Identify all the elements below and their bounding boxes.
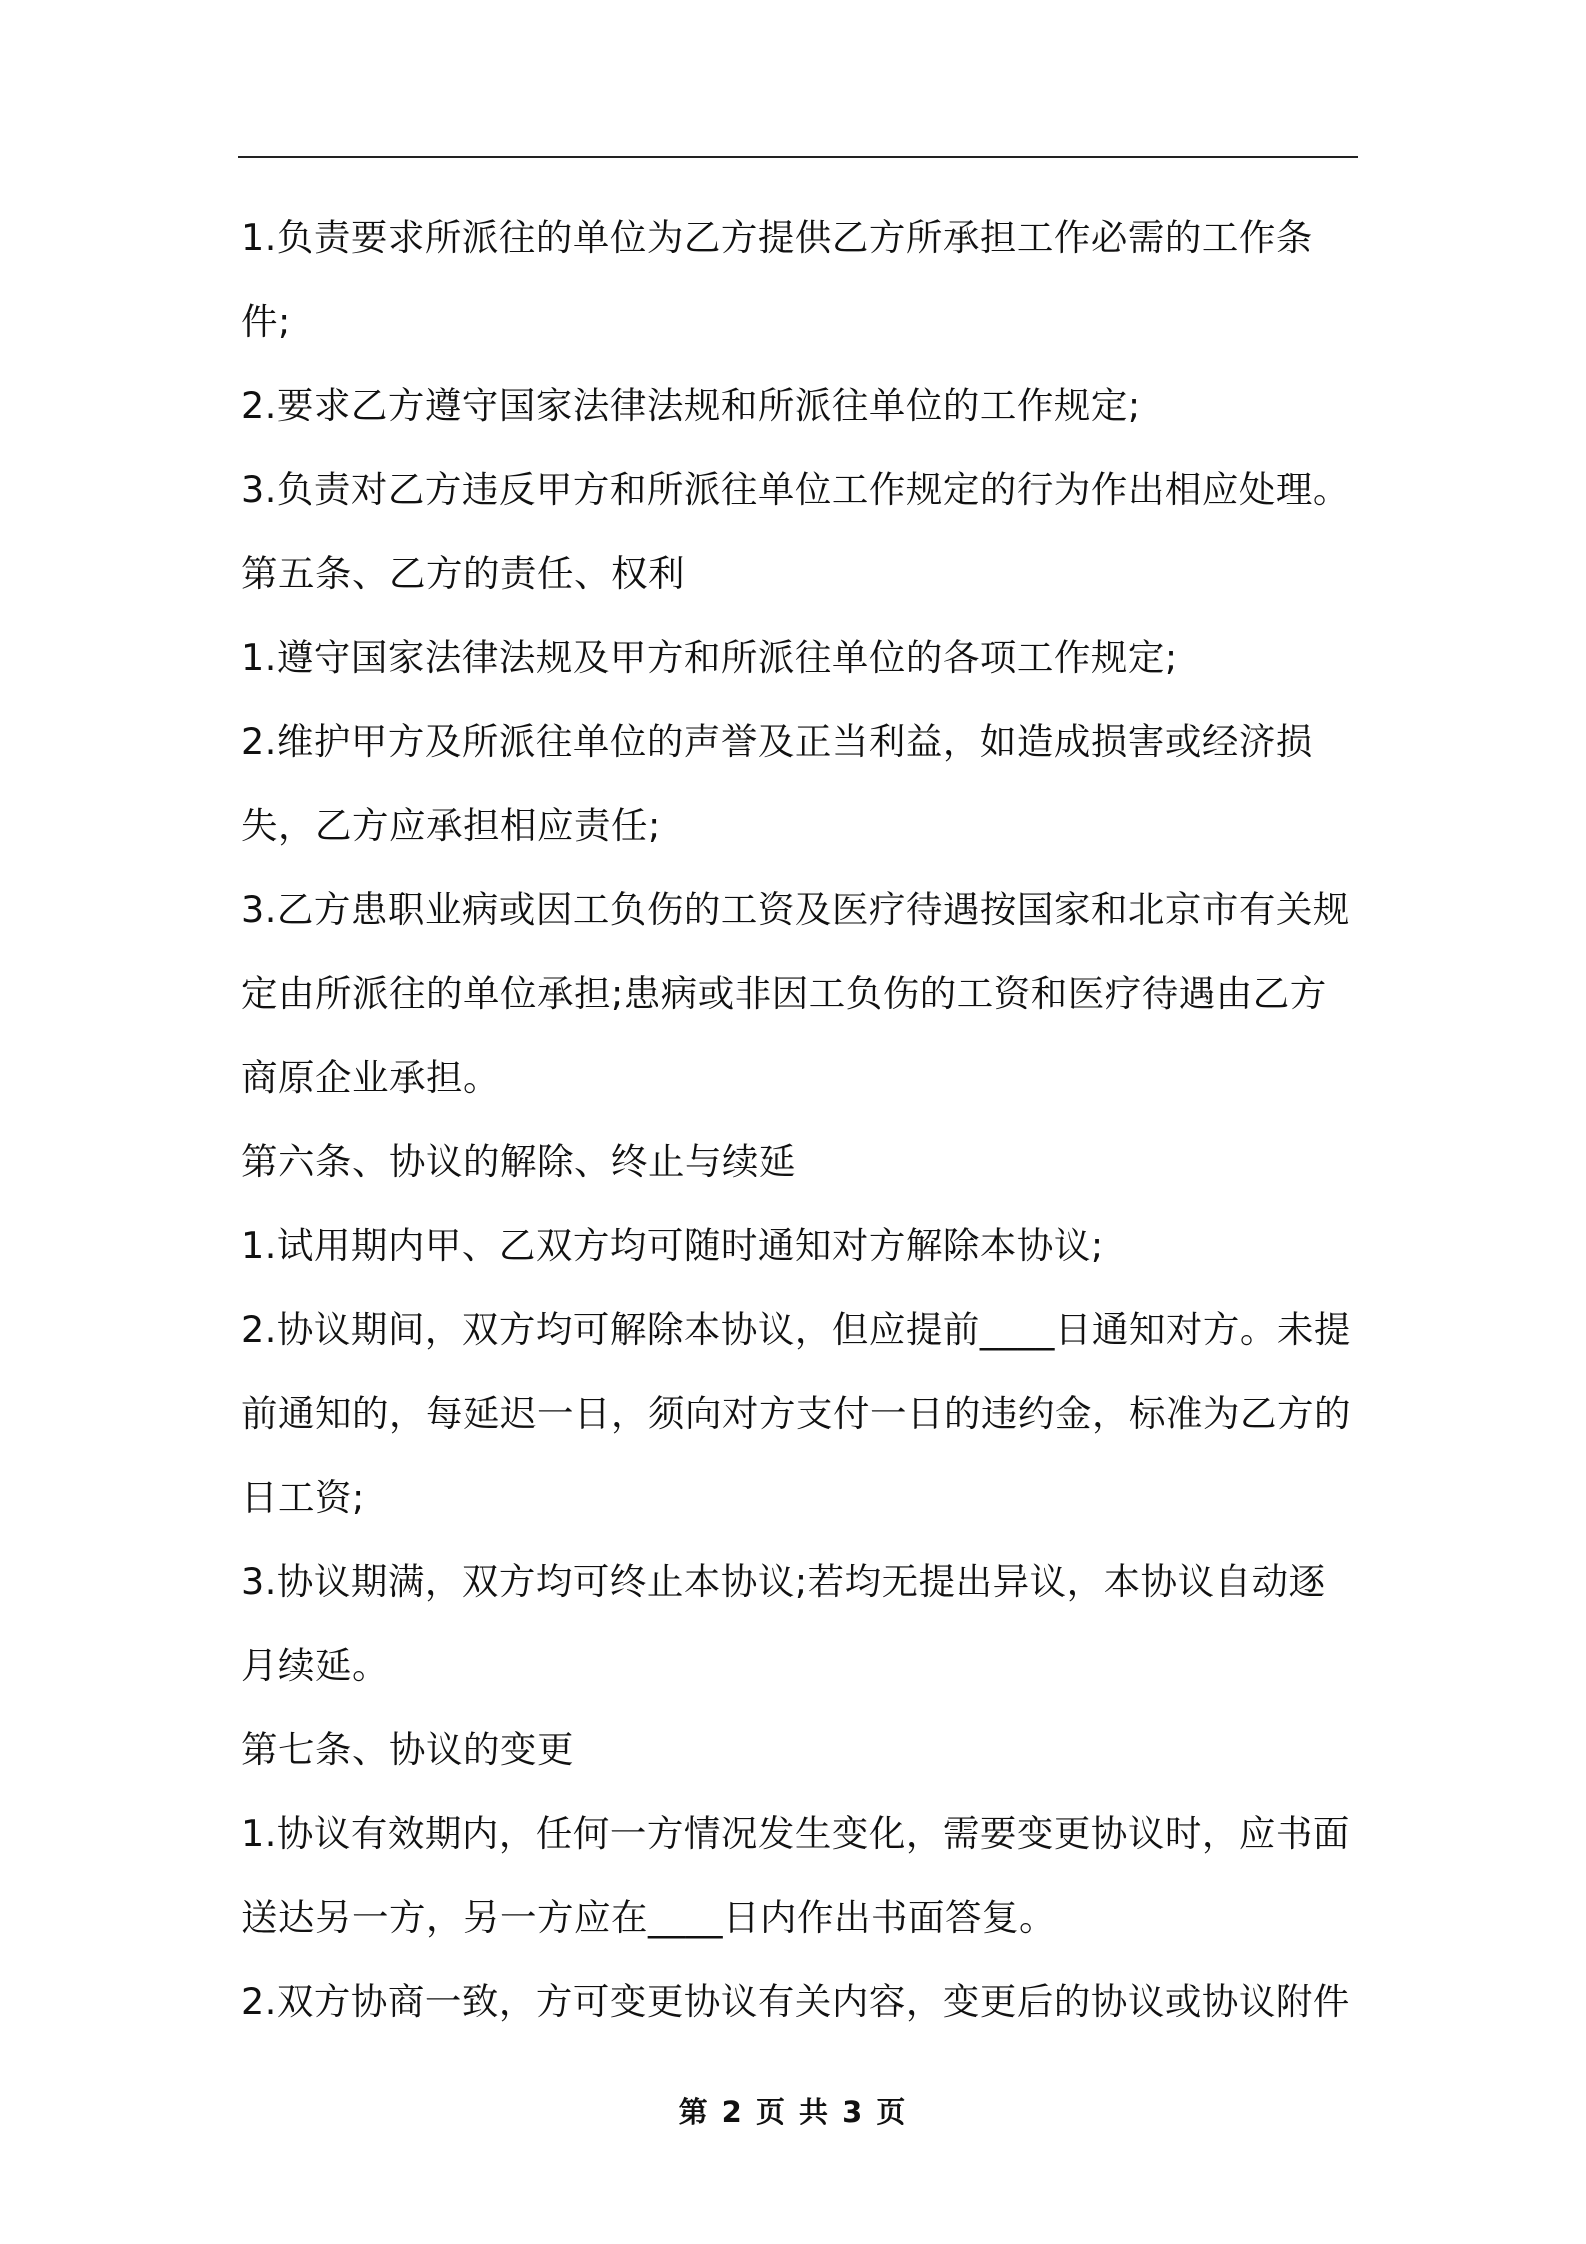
paragraph: 3.协议期满，双方均可终止本协议;若均无提出异议，本协议自动逐月续延。	[241, 1560, 1326, 1687]
section-heading: 第五条、乙方的责任、权利	[241, 552, 685, 595]
section-heading: 第七条、协议的变更	[241, 1728, 574, 1771]
paragraph: 1.负责要求所派往的单位为乙方提供乙方所承担工作必需的工作条件;	[241, 216, 1313, 343]
header-divider	[238, 156, 1358, 158]
paragraph: 2.维护甲方及所派往单位的声誉及正当利益，如造成损害或经济损失，乙方应承担相应责任;	[241, 720, 1313, 847]
section-heading: 第六条、协议的解除、终止与续延	[241, 1140, 796, 1183]
paragraph: 1.遵守国家法律法规及甲方和所派往单位的各项工作规定;	[241, 636, 1178, 679]
paragraph: 2.要求乙方遵守国家法律法规和所派往单位的工作规定;	[241, 384, 1141, 427]
page-number-label: 第 2 页 共 3 页	[678, 2095, 908, 2129]
page-footer	[0, 2092, 1586, 2132]
paragraph: 2.双方协商一致，方可变更协议有关内容，变更后的协议或协议附件	[241, 1980, 1350, 2023]
paragraph: 3.负责对乙方违反甲方和所派往单位工作规定的行为作出相应处理。	[241, 468, 1350, 511]
paragraph: 3.乙方患职业病或因工负伤的工资及医疗待遇按国家和北京市有关规定由所派往的单位承担;患病或非因工负伤的工资和医疗待遇由乙方商原企业承担。	[241, 888, 1350, 1099]
paragraph: 2.协议期间，双方均可解除本协议，但应提前____日通知对方。未提前通知的，每延迟一日，须向对方支付一日的违约金，标准为乙方的日工资;	[241, 1308, 1351, 1519]
paragraph: 1.试用期内甲、乙双方均可随时通知对方解除本协议;	[241, 1224, 1104, 1267]
document-body	[241, 196, 1361, 2044]
paragraph: 1.协议有效期内，任何一方情况发生变化，需要变更协议时，应书面送达另一方，另一方应在____日内作出书面答复。	[241, 1812, 1350, 1939]
